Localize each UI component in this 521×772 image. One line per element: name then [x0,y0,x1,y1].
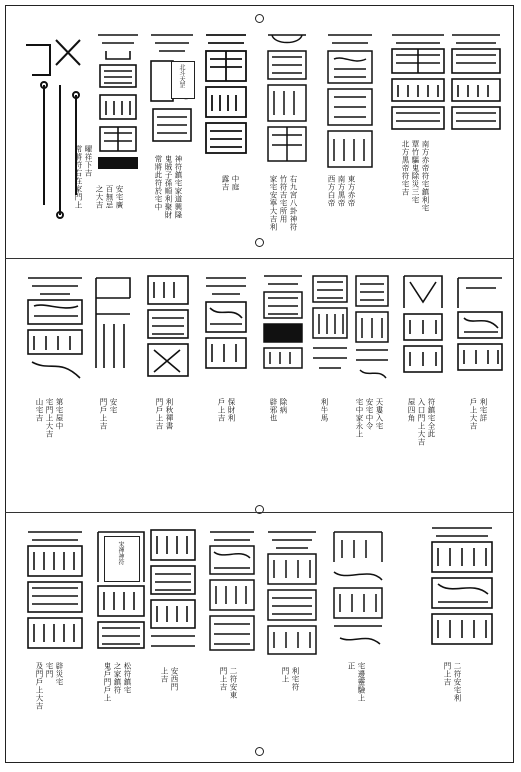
talisman-panel-t4 [200,25,255,250]
caption-line: 宅邊靈驗上 [357,662,366,702]
talisman-caption [268,398,288,422]
talisman-panel-b5 [262,522,324,740]
caption-line: 二符安宅利 [453,662,462,702]
talisman-panel-m4 [198,268,253,503]
talisman-seal-stack [140,268,195,383]
caption-line: 利宅詳 [479,398,488,422]
talisman-caption [154,398,174,430]
caption-line: 西方白帝 [327,175,336,207]
band-divider-upper [5,258,514,259]
talisman-caption [220,175,240,191]
talisman-caption [319,398,329,422]
talisman-caption [216,398,236,422]
caption-line: 除病 [279,398,288,414]
talisman-panel-t7 [386,25,508,250]
talisman-panel-t2 [92,25,144,250]
talisman-seal-stack [204,522,262,662]
caption-line: 北方黑帝符宅吉 [401,140,410,196]
binding-hole-top [255,14,264,23]
talisman-caption [326,175,356,207]
caption-line: 鬼戶門戶上 [103,662,112,702]
caption-line: 安西門 [170,667,179,691]
talisman-seal-stack [20,268,90,388]
caption-line: 常將此符於宅中 [154,155,163,211]
talisman-panel-b6 [326,522,391,740]
caption-line: 之大吉 [95,185,104,209]
talisman-seal-stack [350,268,395,383]
caption-line: 右九宮八卦神符 [289,175,298,231]
caption-line: 家宅安寧大吉利 [269,175,278,231]
caption-line: 露吉 [221,175,230,191]
caption-line: 利秋禪書 [165,398,174,430]
caption-line: 第宅屋中 [55,398,64,430]
talisman-seal-stack [20,522,90,657]
caption-line: 符鎮宅全此 [427,398,436,438]
talisman-caption [73,145,93,209]
caption-line: 辟邪也 [269,398,278,422]
talisman-caption [218,667,238,699]
talisman-diagram [20,25,95,250]
caption-line: 門戶上吉 [99,398,108,430]
talisman-caption [153,155,183,219]
talisman-panel-t6 [320,25,380,250]
talisman-seal-stack [452,268,510,378]
caption-line: 常將符右在家門上 [74,145,83,209]
talisman-panel-m1 [20,268,90,503]
talisman-caption [442,662,462,702]
talisman-panel-m9 [452,268,510,503]
caption-line: 及門戶上大吉 [35,662,44,710]
talisman-caption [468,398,488,430]
caption-line: 辟災宅 [55,662,64,686]
talisman-caption [159,667,179,691]
talisman-seal-stack [326,522,391,652]
talisman-seal-stack [92,25,144,185]
talisman-caption [406,398,436,446]
caption-line: 保財利 [227,398,236,422]
talisman-panel-b1 [20,522,90,740]
inset-text: 北斗天罡 [178,64,185,88]
caption-line: 安宅廣 [115,185,124,209]
caption-line: 門上吉 [219,667,228,691]
talisman-caption [34,398,64,438]
talisman-caption [400,140,430,212]
caption-line: 門上 [281,667,290,683]
band-divider-lower [5,512,514,513]
talisman-caption [34,662,64,710]
caption-line: 松符鎮宅 [123,662,132,694]
caption-line: 竹符吉宅所用 [279,175,288,223]
inset-seal-label [104,536,140,582]
talisman-seal-stack [262,25,312,170]
talisman-panel-t3 [145,25,200,250]
talisman-panel-b3 [145,522,203,740]
talisman-caption [268,175,298,231]
talisman-panel-m3 [140,268,195,503]
talisman-panel-m2 [88,268,138,503]
caption-line: 曜祥下吉 [84,145,93,177]
caption-line: 安宅中令 [365,398,374,430]
talisman-diagram [396,268,451,383]
talisman-caption [280,667,300,691]
talisman-seal-stack [305,268,355,378]
caption-line: 正 [347,662,356,670]
caption-line: 宅中家永上 [355,398,364,438]
talisman-seal-stack [258,268,308,373]
inset-text: 宋禪神符 [117,541,124,565]
caption-line: 天婁入宅 [375,398,384,430]
talisman-seal-stack [320,25,380,175]
talisman-panel-b7 [392,522,510,740]
caption-line: 百無忌 [105,185,114,209]
talisman-seal-stack [198,268,253,378]
talisman-panel-m7 [350,268,395,503]
talisman-panel-m8 [396,268,451,503]
talisman-panel-m5 [258,268,308,503]
caption-line: 入口門上大吉 [417,398,426,446]
caption-line: 門上吉 [443,662,452,686]
talisman-seal-stack [145,522,203,662]
talisman-seal-stack [200,25,255,160]
talisman-panel-t5 [262,25,312,250]
caption-line: 安宅 [109,398,118,414]
talisman-panel-b2 [92,522,152,740]
caption-line: 宅門上大吉 [45,398,54,438]
caption-line: 宅門 [45,662,54,678]
talisman-caption [94,185,124,209]
talisman-panel-m6 [305,268,355,503]
caption-line: 門戶上吉 [155,398,164,430]
talisman-caption [346,662,366,702]
caption-line: 利宅符 [291,667,300,691]
caption-line: 上吉 [160,667,169,683]
inset-seal-label [171,61,195,99]
caption-line: 東方赤帝 [347,175,356,207]
caption-line: 利牛馬 [320,398,329,422]
talisman-seal-stack [392,522,510,652]
caption-line: 南方赤帝符宅鎮利宅 [421,140,430,212]
talisman-caption [354,398,384,438]
talisman-caption [102,662,132,702]
caption-line: 中庭 [231,175,240,191]
caption-line: 二符安東 [229,667,238,699]
binding-hole-bottom [255,747,264,756]
caption-line: 戶上大吉 [469,398,478,430]
talisman-seal-stack [386,25,508,135]
caption-line: 覃竹驅鬼除災三宅 [411,140,420,204]
caption-line: 鬼賊子孫順利聚財 [164,155,173,219]
caption-line: 山宅吉 [35,398,44,422]
caption-line: 南方黑帝 [337,175,346,207]
talisman-diagram [88,268,138,388]
talisman-panel-t1 [20,25,95,250]
caption-line: 屋四角 [407,398,416,422]
caption-line: 戶上吉 [217,398,226,422]
talisman-seal-stack [262,522,324,662]
caption-line: 神符鎮宅家道興隆 [174,155,183,219]
talisman-panel-b4 [204,522,262,740]
talisman-caption [98,398,118,430]
caption-line: 之家鎮符 [113,662,122,694]
